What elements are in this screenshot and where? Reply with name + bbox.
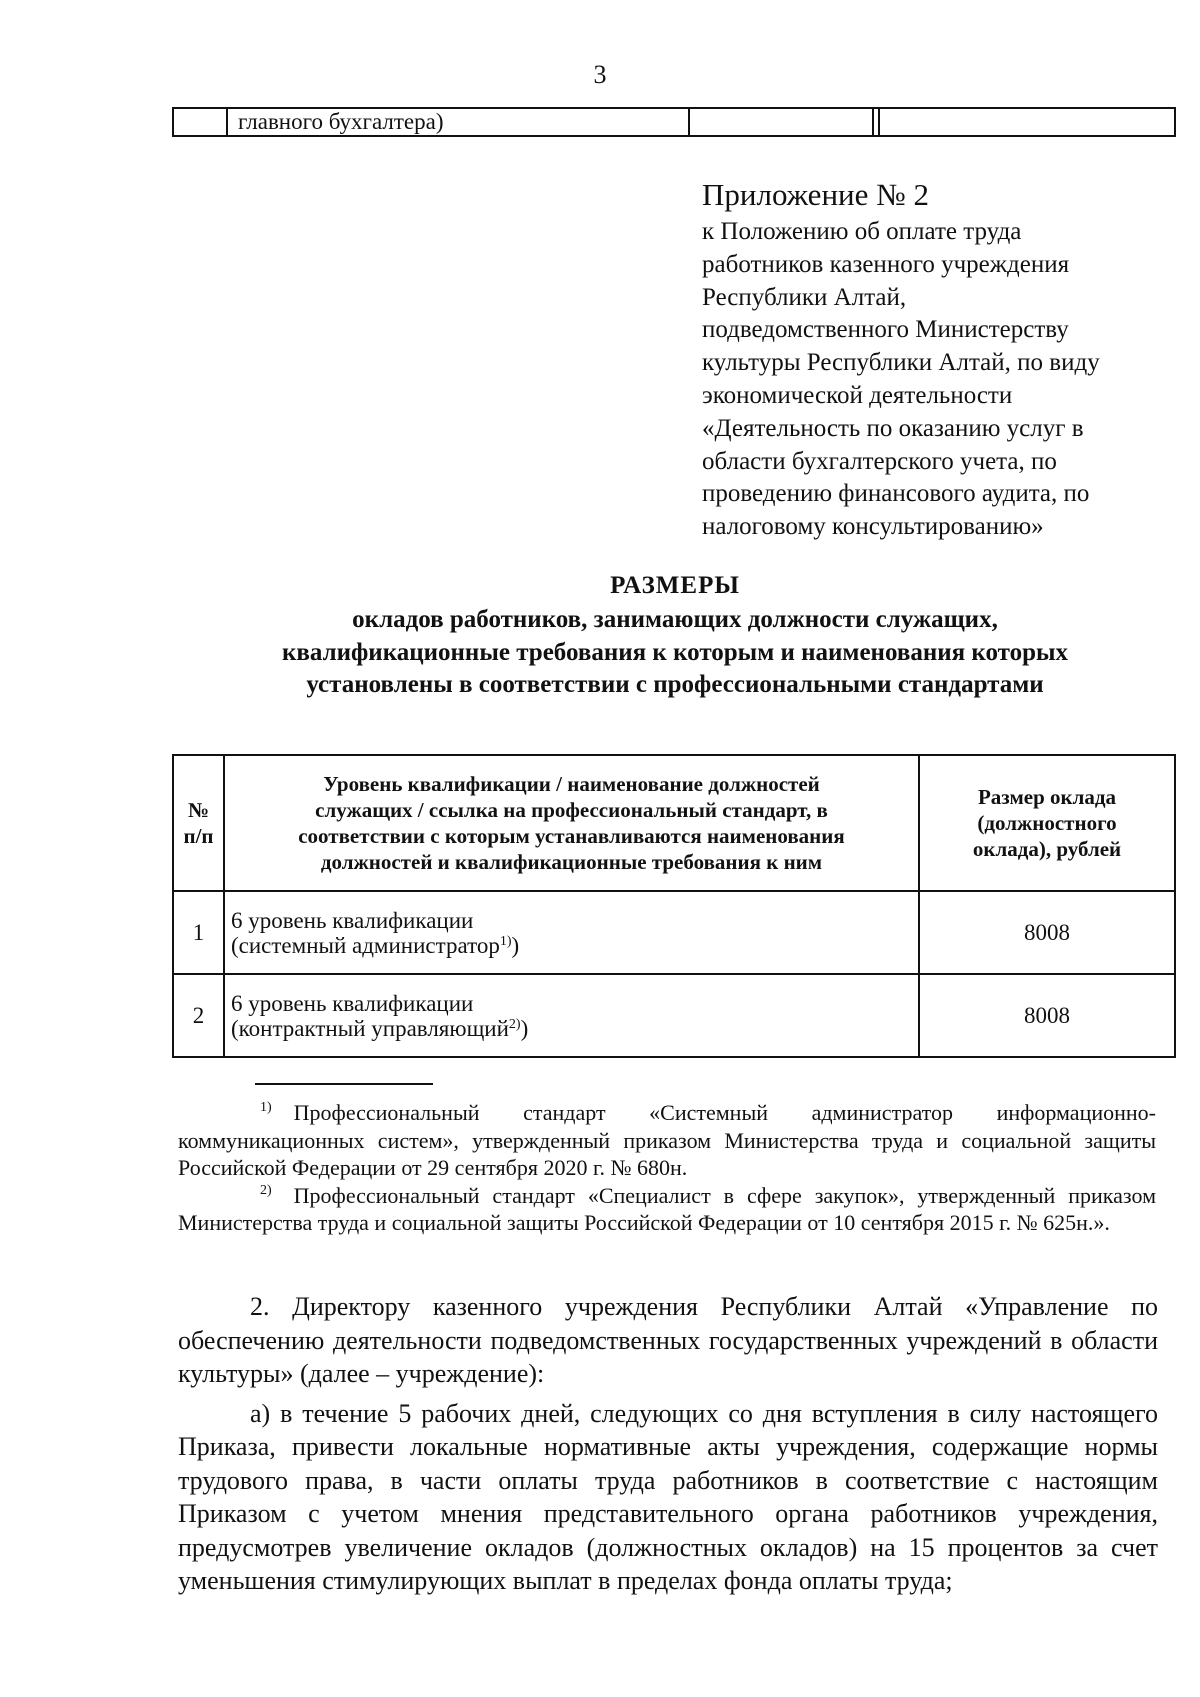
header-number <box>173 755 224 891</box>
page-number: 3 <box>593 60 607 89</box>
footnote-ref: 1) <box>499 933 512 949</box>
header-text: № <box>187 798 210 822</box>
row-position <box>224 974 919 1057</box>
footnote-mark: 2) <box>260 1182 272 1198</box>
table-header-row <box>173 755 1175 891</box>
row-text-part: (системный администратор <box>231 932 500 958</box>
row-salary: 8008 <box>919 974 1175 1057</box>
row-position <box>224 891 919 974</box>
row-text-part: ) <box>520 1015 529 1041</box>
document-heading <box>170 568 1180 702</box>
table-row <box>173 974 1175 1057</box>
footnotes <box>178 1099 1156 1237</box>
header-text: должностей и квалификационные требования к ним <box>320 850 823 874</box>
appendix-line: экономической деятельности <box>702 381 1013 409</box>
header-text: соответствии с которым устанавливаются наименования <box>298 824 845 848</box>
row-text <box>231 1016 917 1041</box>
table-cell: главного бухгалтера) <box>227 108 689 136</box>
appendix-line: к Положению об оплате труда <box>702 218 1022 245</box>
appendix-line: Республики Алтай, <box>702 283 907 311</box>
row-number: 1 <box>173 891 224 974</box>
row-text: 6 уровень квалификации <box>231 907 474 933</box>
appendix-title: Приложение № 2 <box>702 177 929 212</box>
table-cell <box>689 108 873 136</box>
appendix-line: работников казенного учреждения <box>702 250 1070 278</box>
row-text-part: ) <box>511 932 520 958</box>
footnote <box>178 1182 1156 1237</box>
footnote-text: Профессиональный стандарт «Специалист в сфере закупок», утвержденный приказом Министерства труда и социальной защиты Российской Федерации от 10 сентября 2015 г. № 625н.». <box>178 1182 1156 1235</box>
header-text: Уровень квалификации / наименование должностей <box>323 772 820 796</box>
appendix-line: культуры Республики Алтай, по виду <box>702 349 1100 377</box>
table-cell <box>879 108 1175 136</box>
row-text-part: (контрактный управляющий <box>231 1015 509 1041</box>
appendix-line: проведению финансового аудита, по <box>702 480 1090 508</box>
appendix-line: области бухгалтерского учета, по <box>702 447 1057 475</box>
row-salary: 8008 <box>919 891 1175 974</box>
header-text: (должностного <box>977 811 1117 835</box>
salary-table <box>172 754 1176 1058</box>
appendix-line: «Деятельность по оказанию услуг в <box>702 414 1084 442</box>
row-number: 2 <box>173 974 224 1057</box>
header-salary <box>919 755 1175 891</box>
table-row <box>173 891 1175 974</box>
header-position <box>224 755 919 891</box>
header-text: п/п <box>183 824 214 848</box>
table-cell <box>173 108 227 136</box>
appendix-line: подведомственного Министерству <box>702 316 1069 344</box>
heading-line: квалификационные требования к которым и наименования которых <box>281 638 1069 666</box>
row-text: 6 уровень квалификации <box>231 990 474 1016</box>
footnote-text: Профессиональный стандарт «Системный администратор информационно-коммуникационных систем», утвержденный приказом Министерства труда и социальной защиты Российской Федерации от 29 сентября 2020 г. № 680н. <box>178 1100 1156 1180</box>
appendix-line: налоговому консультированию» <box>702 513 1044 541</box>
appendix-block <box>702 176 1172 544</box>
table-row <box>173 108 1175 136</box>
paragraph: а) в течение 5 рабочих дней, следующих со дня вступления в силу настоящего Приказа, привести локальные нормативные акты учреждения, содержащие нормы трудового права, в части оплаты труда работников в соответствие с настоящим Приказом с учетом мнения представительного органа работников учреждения, предусмотрев увеличение окладов (должностных окладов) на 15 процентов за счет уменьшения стимулирующих выплат в пределах фонда оплаты труда; <box>178 1398 1158 1595</box>
heading-line: установлены в соответствии с профессиональными стандартами <box>306 671 1044 698</box>
header-text: служащих / ссылка на профессиональный стандарт, в <box>315 798 828 822</box>
body-text <box>178 1290 1158 1604</box>
header-text: оклада), рублей <box>972 837 1122 861</box>
paragraph: 2. Директору казенного учреждения Республики Алтай «Управление по обеспечению деятельности подведомственных государственных учреждений в области культуры» (далее – учреждение): <box>178 1292 1158 1388</box>
heading-line: окладов работников, занимающих должности служащих, <box>352 606 998 633</box>
continued-table-fragment <box>172 107 1176 137</box>
footnote-mark: 1) <box>260 1100 272 1115</box>
heading-title: РАЗМЕРЫ <box>610 572 740 599</box>
row-text <box>231 933 917 958</box>
header-text: Размер оклада <box>977 785 1117 809</box>
footnote-separator <box>255 1083 433 1085</box>
footnote-ref: 2) <box>508 1016 521 1032</box>
footnote <box>178 1099 1156 1182</box>
